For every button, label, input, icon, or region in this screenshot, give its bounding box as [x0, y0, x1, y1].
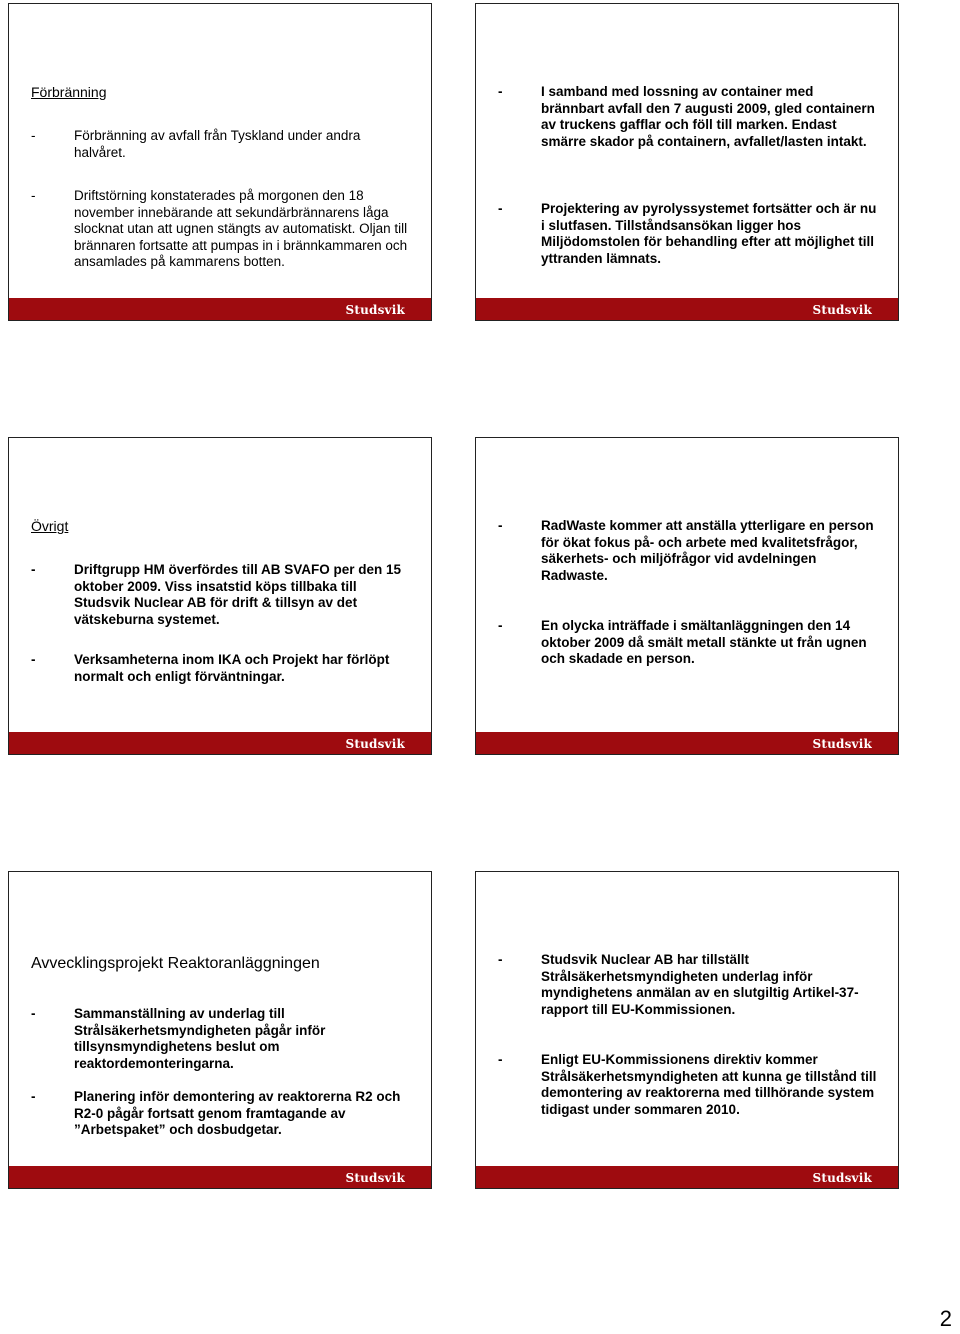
- studsvik-logo: Studsvik: [812, 303, 872, 317]
- page-number: 2: [939, 1306, 952, 1331]
- bullet-text: RadWaste kommer att anställa ytterligare en person för ökat fokus på- och arbete med kvalitetsfrågor, säkerhets- och miljöfrågor vid avdelningen Radwaste.: [541, 518, 874, 583]
- bullet-item: [31, 1089, 413, 1139]
- footer-bar: [476, 732, 898, 754]
- slide-5: [8, 871, 432, 1189]
- bullet-item: [498, 618, 880, 668]
- studsvik-logo: Studsvik: [345, 1171, 405, 1185]
- bullet-dash: -: [31, 1006, 36, 1021]
- bullet-item: [498, 1052, 880, 1118]
- footer-bar: [476, 1166, 898, 1188]
- footer-bar: [9, 732, 431, 754]
- bullet-item: [31, 562, 413, 628]
- footer-bar: [9, 1166, 431, 1188]
- bullet-dash: -: [31, 562, 36, 577]
- footer-bar: [9, 298, 431, 320]
- bullet-dash: -: [31, 128, 36, 143]
- slide-1: [8, 3, 432, 321]
- studsvik-logo: Studsvik: [345, 737, 405, 751]
- studsvik-logo: Studsvik: [345, 303, 405, 317]
- slide-2: [475, 3, 899, 321]
- bullet-text: Planering inför demontering av reaktorerna R2 och R2-0 pågår fortsatt genom framtagande av ”Arbetspaket” och dosbudgetar.: [74, 1089, 401, 1138]
- bullet-text: Studsvik Nuclear AB har tillställt Strålsäkerhetsmyndigheten underlag inför myndighetens anmälan av en slutgiltig Artikel-37-rapport till EU-Kommissionen.: [541, 952, 859, 1017]
- bullet-item: [498, 518, 880, 584]
- bullet-dash: -: [31, 188, 36, 203]
- bullet-item: [498, 84, 880, 150]
- bullet-dash: -: [498, 1052, 503, 1067]
- bullet-text: Förbränning av avfall från Tyskland under andra halvåret.: [74, 128, 361, 160]
- bullet-text: En olycka inträffade i smältanläggningen den 14 oktober 2009 då smält metall stänkte ut från ugnen och skadade en person.: [541, 618, 867, 667]
- bullet-dash: -: [498, 518, 503, 533]
- bullet-text: I samband med lossning av container med brännbart avfall den 7 augusti 2009, gled containern av truckens gafflar och föll till marken. Endast smärre skador på containern, avfallet/lasten intakt.: [541, 84, 875, 149]
- bullet-item: [31, 128, 413, 161]
- bullet-text: Sammanställning av underlag till Strålsäkerhetsmyndigheten pågår inför tillsynsmyndighetens beslut om reaktordemonteringarna.: [74, 1006, 326, 1071]
- slide-title: Övrigt: [31, 518, 69, 534]
- bullet-text: Driftgrupp HM överfördes till AB SVAFO per den 15 oktober 2009. Viss insatstid köps tillbaka till Studsvik Nuclear AB för drift & tillsyn av det vätskeburna systemet.: [74, 562, 402, 627]
- slide-4: [475, 437, 899, 755]
- bullet-dash: -: [31, 1089, 36, 1104]
- bullet-text: Driftstörning konstaterades på morgonen den 18 november innebärande att sekundärbrännarens låga slocknat utan att ugnen stängts av automatiskt. Oljan till brännaren fortsatte att pumpas in i brännkammaren och ansamlades på kammarens botten.: [74, 188, 408, 270]
- bullet-text: Verksamheterna inom IKA och Projekt har förlöpt normalt och enligt förväntningar.: [74, 652, 390, 684]
- bullet-dash: -: [498, 952, 503, 967]
- bullet-dash: -: [498, 84, 503, 99]
- studsvik-logo: Studsvik: [812, 1171, 872, 1185]
- bullet-item: [498, 952, 880, 1018]
- bullet-text: Projektering av pyrolyssystemet fortsätter och är nu i slutfasen. Tillståndsansökan ligger hos Miljödomstolen för behandling efter att möjlighet till yttranden lämnats.: [541, 201, 877, 266]
- slide-3: [8, 437, 432, 755]
- bullet-dash: -: [498, 201, 503, 216]
- footer-bar: [476, 298, 898, 320]
- bullet-item: [31, 652, 413, 685]
- bullet-text: Enligt EU-Kommissionens direktiv kommer Strålsäkerhetsmyndigheten att kunna ge tillstånd till demontering av reaktorerna med tillhörande system tidigast under sommaren 2010.: [541, 1052, 877, 1117]
- bullet-item: [498, 201, 880, 267]
- bullet-item: [31, 188, 413, 271]
- bullet-dash: -: [498, 618, 503, 633]
- studsvik-logo: Studsvik: [812, 737, 872, 751]
- slide-title: Avvecklingsprojekt Reaktoranläggningen: [31, 955, 320, 972]
- slide-6: [475, 871, 899, 1189]
- slide-title: Förbränning: [31, 84, 107, 100]
- bullet-dash: -: [31, 652, 36, 667]
- bullet-item: [31, 1006, 413, 1072]
